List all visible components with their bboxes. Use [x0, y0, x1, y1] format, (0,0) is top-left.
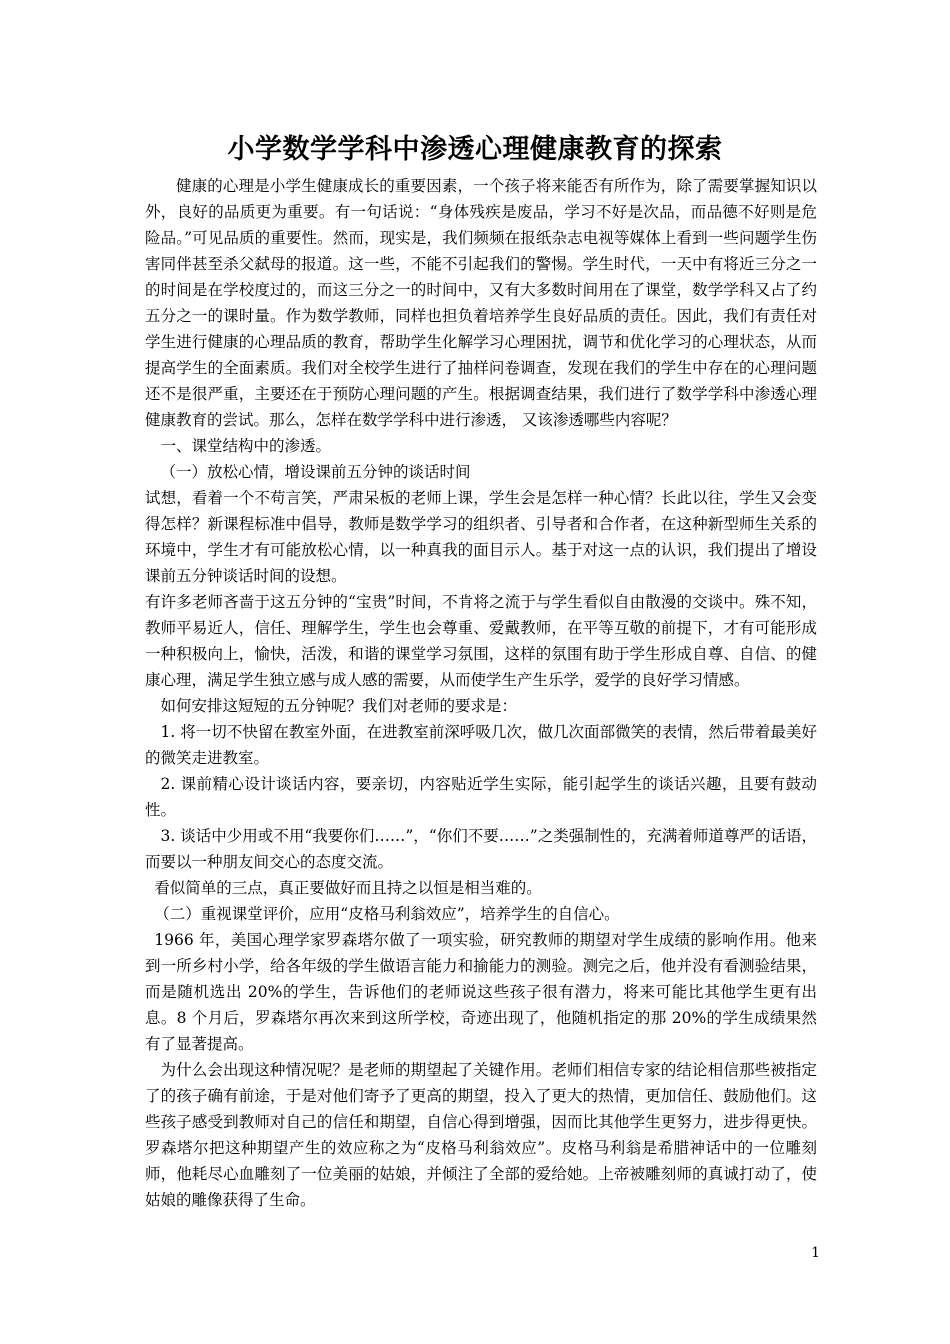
list-item: 2. 课前精心设计谈话内容，要亲切，内容贴近学生实际，能引起学生的谈话兴趣，且要有鼓动性。 [145, 775, 817, 819]
list-item: 3. 谈话中少用或不用“我要你们……”，“你们不要……”之类强制性的，充满着师道尊严的话语，而要以一种朋友间交心的态度交流。 [145, 827, 817, 871]
list-item: 1. 将一切不快留在教室外面，在进教室前深呼吸几次，做几次面部微笑的表情，然后带着最美好的微笑走进教室。 [145, 723, 817, 767]
paragraph: 1966 年，美国心理学家罗森塔尔做了一项实验，研究教师的期望对学生成绩的影响作用。他来到一所乡村小学，给各年级的学生做语言能力和揄能力的测验。测完之后，他并没有看测验结果，而是随机选出 20%的学生，告诉他们的老师说这些孩子很有潜力，将来可能比其他学生更有出息。8 个月后，罗森塔尔再次来到这所学校，奇迹出现了，他随机指定的那 20%的学生成绩果然有了显著提高。 [145, 931, 817, 1053]
paragraph: 有许多老师吝啬于这五分钟的“宝贵”时间，不肯将之流于与学生看似自由散漫的交谈中。殊不知，教师平易近人，信任、理解学生，学生也会尊重、爱戴教师，在平等互敬的前提下，才有可能形成一种积极向上，愉快，活泼，和谐的课堂学习氛围，这样的氛围有助于学生形成自尊、自信、的健康心理，满足学生独立感与成人感的需要，从而使学生产生乐学，爱学的良好学习情感。 [145, 593, 817, 689]
page-number: 1 [811, 1245, 820, 1261]
paragraph: 如何安排这短短的五分钟呢？我们对老师的要求是： [160, 697, 518, 715]
document-title: 小学数学学科中渗透心理健康教育的探索 [227, 134, 723, 165]
paragraph-intro: 健康的心理是小学生健康成长的重要因素，一个孩子将来能否有所作为，除了需要掌握知识以外，良好的品质更为重要。有一句话说：“身体残疾是废品，学习不好是次品，而品德不好则是危险品。”可见品质的重要性。然而，现实是，我们频频在报纸杂志电视等媒体上看到一些问题学生伤害同伴甚至杀父弑母的报道。这一些，不能不引起我们的警惕。学生时代，一天中有将近三分之一的时间是在学校度过的，而这三分之一的时间中，又有大多数时间用在了课堂，数学学科又占了约五分之一的课时量。作为数学教师，同样也担负着培养学生良好品质的责任。因此，我们有责任对学生进行健康的心理品质的教育，帮助学生化解学习心理困扰，调节和优化学习的心理状态，从而提高学生的全面素质。我们对全校学生进行了抽样问卷调查，发现在我们的学生中存在的心理问题还不是很严重，主要还在于预防心理问题的产生。根据调查结果，我们进行了数学学科中渗透心理健康教育的尝试。那么，怎样在数学学科中进行渗透， 又该渗透哪些内容呢？ [145, 177, 817, 429]
subsection-heading: （一）放松心情，增设课前五分钟的谈话时间 [160, 463, 471, 481]
section-heading: 一、课堂结构中的渗透。 [160, 437, 332, 455]
paragraph: 看似简单的三点，真正要做好而且持之以恒是相当难的。 [154, 879, 542, 897]
subsection-heading: （二）重视课堂评价，应用“皮格马利翁效应”，培养学生的自信心。 [154, 905, 620, 923]
document-body [145, 173, 817, 1213]
paragraph: 为什么会出现这种情况呢？是老师的期望起了关键作用。老师们相信专家的结论相信那些被指定了的孩子确有前途，于是对他们寄予了更高的期望，投入了更大的热情，更加信任、鼓励他们。这些孩子感受到教师对自己的信任和期望，自信心得到增强，因而比其他学生更努力，进步得更快。罗森塔尔把这种期望产生的效应称之为“皮格马利翁效应”。皮格马利翁是希腊神话中的一位雕刻师，他耗尽心血雕刻了一位美丽的姑娘，并倾注了全部的爱给她。上帝被雕刻师的真诚打动了，使姑娘的雕像获得了生命。 [145, 1061, 817, 1209]
paragraph: 试想，看着一个不苟言笑，严肃呆板的老师上课，学生会是怎样一种心情？长此以往，学生又会变得怎样？新课程标准中倡导，教师是数学学习的组织者、引导者和合作者，在这种新型师生关系的环境中，学生才有可能放松心情，以一种真我的面目示人。基于对这一点的认识，我们提出了增设课前五分钟谈话时间的设想。 [145, 489, 817, 585]
